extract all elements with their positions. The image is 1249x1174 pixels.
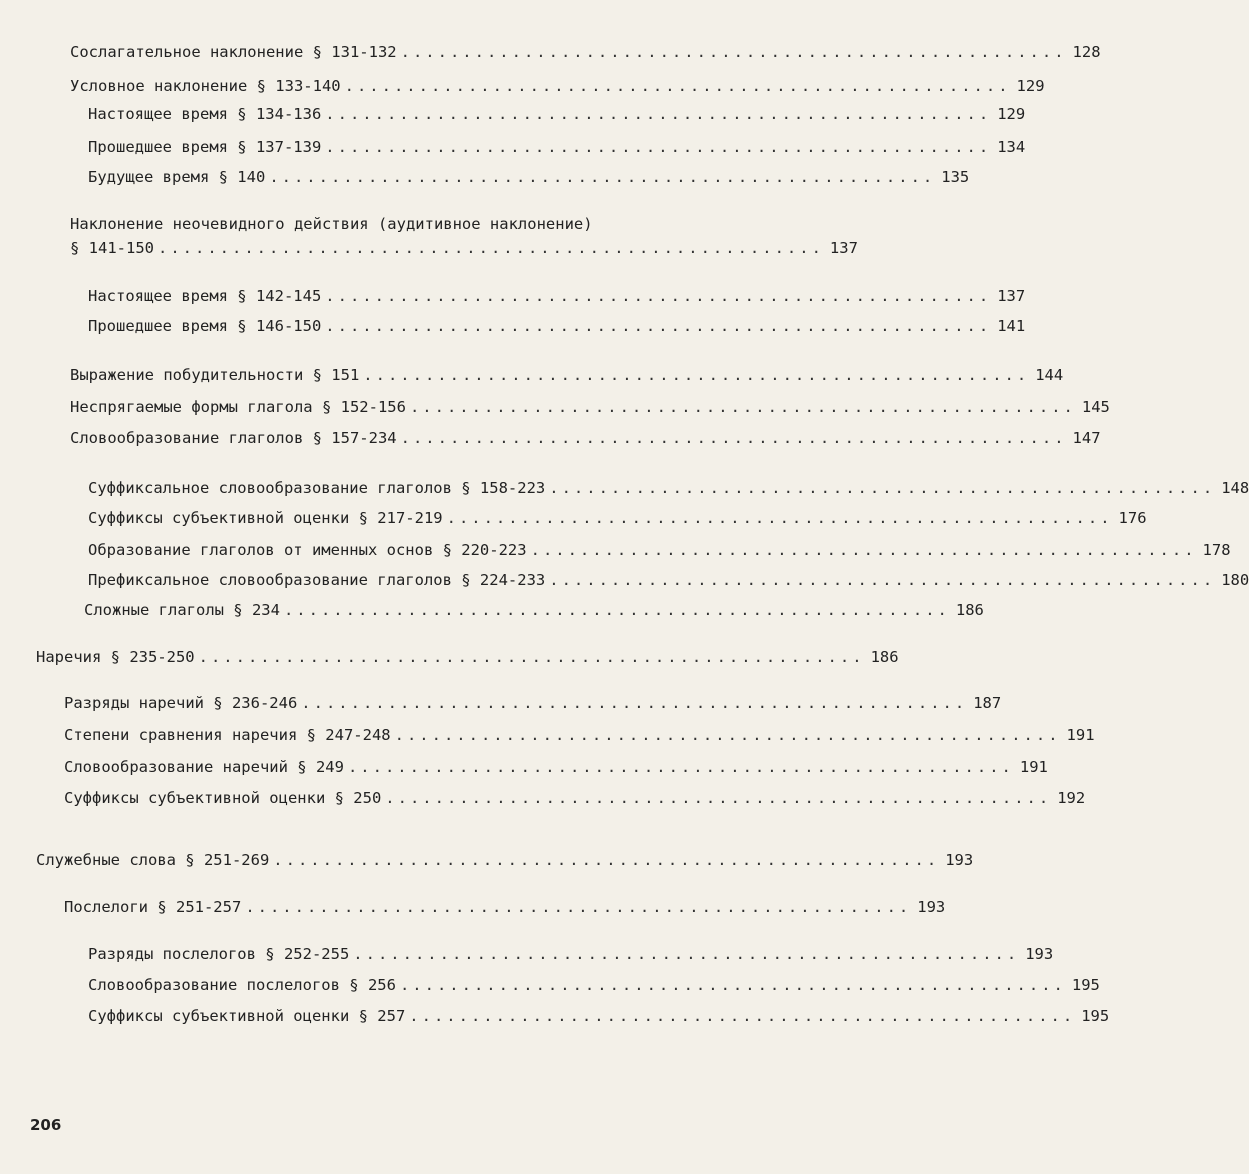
toc-entry	[64, 693, 1002, 713]
toc-entry-page: 145	[1081, 398, 1110, 416]
toc-entry	[64, 897, 946, 917]
page-number: 206	[30, 1116, 62, 1134]
leader-dots: ......................................................	[158, 239, 824, 257]
toc-entry-page: 192	[1057, 789, 1086, 807]
leader-dots: ......................................................	[325, 287, 992, 305]
leader-dots: ......................................................	[399, 976, 1066, 994]
toc-entry-page: 178	[1202, 541, 1231, 559]
toc-entry	[88, 570, 1249, 590]
toc-entry	[88, 478, 1249, 498]
leader-dots: ......................................................	[347, 758, 1014, 776]
toc-entry-title: Неспрягаемые формы глагола § 152-156	[70, 398, 406, 416]
leader-dots: ......................................................	[409, 1007, 1076, 1025]
toc-entry-page: 141	[997, 317, 1026, 335]
leader-dots: ......................................................	[549, 479, 1216, 497]
toc-entry-title: Словообразование глаголов § 157-234	[70, 429, 397, 447]
toc-entry	[88, 540, 1231, 560]
toc-entry-title: Будущее время § 140	[88, 168, 266, 186]
toc-entry	[88, 1006, 1110, 1026]
toc-entry-title: Прошедшее время § 146-150	[88, 317, 322, 335]
toc-entry	[36, 850, 974, 870]
toc-entry	[88, 104, 1026, 124]
toc-entry-title: Прошедшее время § 137-139	[88, 138, 322, 156]
leader-dots: ......................................................	[446, 509, 1113, 527]
leader-dots: ......................................................	[245, 898, 912, 916]
toc-entry-page: 129	[997, 105, 1026, 123]
leader-dots: ......................................................	[325, 317, 992, 335]
leader-dots: ......................................................	[400, 43, 1067, 61]
leader-dots: ......................................................	[301, 694, 968, 712]
toc-entry-title: Настоящее время § 134-136	[88, 105, 322, 123]
toc-entry-title: Префиксальное словообразование глаголов § 224-233	[88, 571, 546, 589]
toc-entry-page: 186	[870, 648, 899, 666]
leader-dots: ......................................................	[325, 105, 992, 123]
leader-dots: ......................................................	[530, 541, 1197, 559]
toc-entry-title: Наречия § 235-250	[36, 648, 195, 666]
toc-entry-page: 186	[955, 601, 984, 619]
toc-entry-page: 144	[1035, 366, 1064, 384]
leader-dots: ......................................................	[400, 429, 1067, 447]
toc-entry-page: 137	[997, 287, 1026, 305]
toc-entry	[70, 428, 1101, 448]
toc-entry-title: Образование глаголов от именных основ § 220-223	[88, 541, 527, 559]
leader-dots: ......................................................	[325, 138, 992, 156]
toc-entry-page: 128	[1072, 43, 1101, 61]
toc-entry-page: 176	[1118, 509, 1147, 527]
toc-entry	[88, 167, 970, 187]
toc-entry-title: Разряды послелогов § 252-255	[88, 945, 350, 963]
leader-dots: ......................................................	[198, 648, 865, 666]
toc-entry-page: 193	[945, 851, 974, 869]
toc-entry	[88, 316, 1026, 336]
leader-dots: ......................................................	[283, 601, 950, 619]
toc-entry-title: Послелоги § 251-257	[64, 898, 242, 916]
toc-entry-page: 147	[1072, 429, 1101, 447]
toc-entry	[70, 397, 1110, 417]
toc-entry-title: Сложные глаголы § 234	[84, 601, 280, 619]
toc-entry-page: 191	[1019, 758, 1048, 776]
toc-entry-page: 180	[1221, 571, 1249, 589]
toc-entry	[84, 600, 984, 620]
toc-entry-page: 129	[1016, 77, 1045, 95]
toc-entry-page: 187	[973, 694, 1002, 712]
toc-entry-page: 195	[1071, 976, 1100, 994]
leader-dots: ......................................................	[269, 168, 936, 186]
toc-entry-title: Разряды наречий § 236-246	[64, 694, 298, 712]
toc-entry-page: 191	[1066, 726, 1095, 744]
toc-entry	[36, 647, 899, 667]
toc-entry	[88, 975, 1100, 995]
toc-entry-title: Выражение побудительности § 151	[70, 366, 360, 384]
toc-entry-page: 137	[829, 239, 858, 257]
leader-dots: ......................................................	[394, 726, 1061, 744]
toc-entry	[88, 508, 1147, 528]
leader-dots: ......................................................	[273, 851, 940, 869]
leader-dots: ......................................................	[353, 945, 1020, 963]
toc-entry	[88, 137, 1026, 157]
toc-entry-page: 193	[1025, 945, 1054, 963]
leader-dots: ......................................................	[409, 398, 1076, 416]
toc-entry	[70, 365, 1064, 385]
toc-entry-page: 135	[941, 168, 970, 186]
toc-entry-title: Словообразование наречий § 249	[64, 758, 344, 776]
toc-entry	[70, 42, 1101, 62]
toc-entry	[70, 76, 1045, 96]
leader-dots: ......................................................	[549, 571, 1216, 589]
toc-entry	[88, 944, 1054, 964]
toc-entry	[70, 238, 858, 258]
toc-entry-title: Суффиксы субъективной оценки § 257	[88, 1007, 406, 1025]
toc-entry	[64, 788, 1086, 808]
leader-dots: ......................................................	[385, 789, 1052, 807]
toc-entry-title: Настоящее время § 142-145	[88, 287, 322, 305]
leader-dots: ......................................................	[344, 77, 1011, 95]
toc-entry	[88, 286, 1026, 306]
toc-entry-page: 134	[997, 138, 1026, 156]
toc-entry-title: Наклонение неочевидного действия (аудитивное наклонение)	[70, 215, 593, 233]
toc-entry-title: Служебные слова § 251-269	[36, 851, 270, 869]
toc-entry-title: Условное наклонение § 133-140	[70, 77, 341, 95]
toc-entry-page: 195	[1081, 1007, 1110, 1025]
leader-dots: ......................................................	[363, 366, 1030, 384]
toc-entry-title: Сослагательное наклонение § 131-132	[70, 43, 397, 61]
toc-entry	[64, 757, 1048, 777]
toc-entry	[70, 214, 696, 234]
toc-entry-title: Суффиксы субъективной оценки § 250	[64, 789, 382, 807]
toc-entry-title: Словообразование послелогов § 256	[88, 976, 396, 994]
toc-entry-page: 148	[1221, 479, 1249, 497]
toc-entry-page: 193	[917, 898, 946, 916]
toc-entry-title: Суффиксальное словообразование глаголов § 158-223	[88, 479, 546, 497]
toc-entry-title: Суффиксы субъективной оценки § 217-219	[88, 509, 443, 527]
toc-entry-title: Степени сравнения наречия § 247-248	[64, 726, 391, 744]
toc-entry	[64, 725, 1095, 745]
toc-entry-title: § 141-150	[70, 239, 154, 257]
